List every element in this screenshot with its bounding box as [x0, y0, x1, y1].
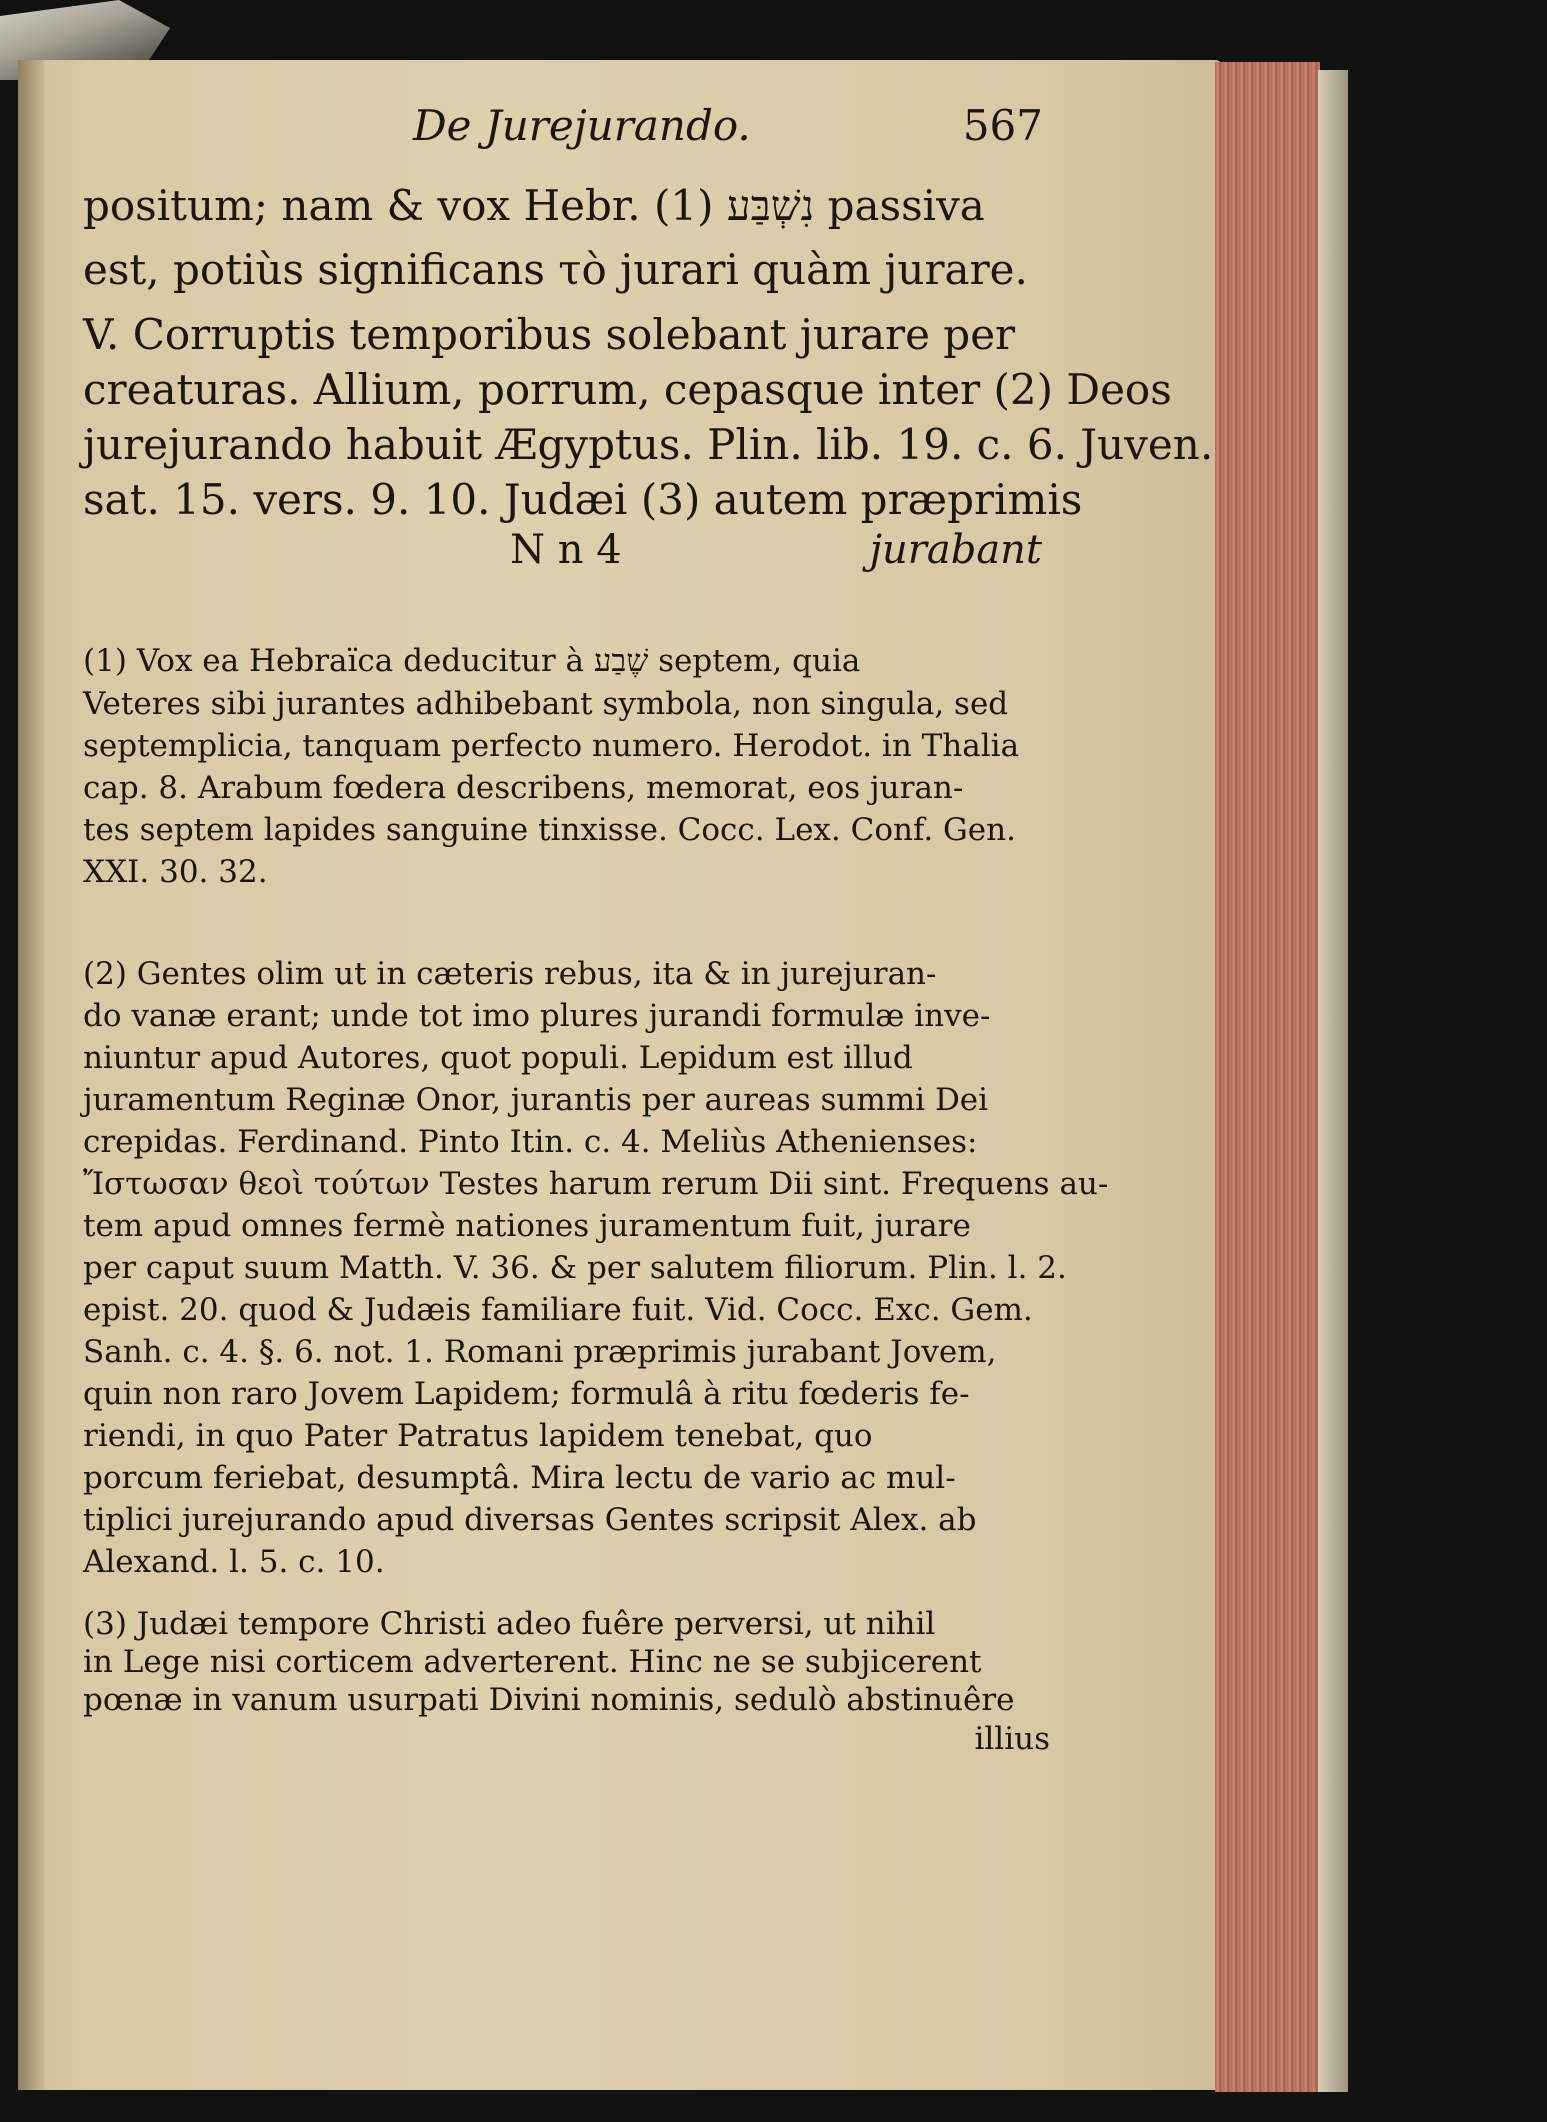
page-gutter — [18, 60, 44, 2090]
footnote-line: epist. 20. quod & Judæis familiare fuit. Vid. Cocc. Exc. Gem. — [83, 1292, 1033, 1328]
footnote-line: Sanh. c. 4. §. 6. not. 1. Romani præprimis jurabant Jovem, — [83, 1334, 997, 1370]
footnote-line: tem apud omnes fermè nationes juramentum fuit, jurare — [83, 1208, 971, 1244]
footnote-line: septemplicia, tanquam perfecto numero. Herodot. in Thalia — [83, 728, 1020, 764]
signature-mark: N n 4 — [510, 527, 622, 573]
running-title: De Jurejurando. — [413, 101, 751, 150]
page-edges — [1215, 62, 1320, 2092]
footnote-line: quin non raro Jovem Lapidem; formulâ à ritu fœderis fe- — [83, 1376, 970, 1412]
body-line: creaturas. Allium, porrum, cepasque inter (2) Deos — [83, 365, 1172, 414]
body-line: est, potiùs significans τὸ jurari quàm jurare. — [83, 245, 1028, 294]
body-line: jurejurando habuit Ægyptus. Plin. lib. 19. c. 6. Juven. — [83, 420, 1214, 469]
footnote-line: XXI. 30. 32. — [83, 854, 268, 890]
running-header — [83, 100, 1043, 152]
footnote-line: Ἴστωσαν θεοὶ τούτων Testes harum rerum Dii sint. Frequens au- — [83, 1166, 1109, 1202]
footnote-line: niuntur apud Autores, quot populi. Lepidum est illud — [83, 1040, 913, 1076]
footnote-line: riendi, in quo Pater Patratus lapidem tenebat, quo — [83, 1418, 873, 1454]
footnote-line: pœnæ in vanum usurpati Divini nominis, sedulò abstinuêre — [83, 1682, 1015, 1718]
page-number: 567 — [962, 101, 1043, 150]
body-line: V. Corruptis temporibus solebant jurare per — [83, 310, 1016, 359]
body-line: sat. 15. vers. 9. 10. Judæi (3) autem præprimis — [83, 475, 1083, 524]
footnote-line: Veteres sibi jurantes adhibebant symbola, non singula, sed — [83, 686, 1009, 722]
footnote-line: per caput suum Matth. V. 36. & per salutem filiorum. Plin. l. 2. — [83, 1250, 1067, 1286]
body-line: positum; nam & vox Hebr. נִשְׁבַּע (1) passiva — [83, 181, 985, 230]
catchword: jurabant — [869, 527, 1042, 573]
footnote-line: (2) Gentes olim ut in cæteris rebus, ita & in jurejuran- — [83, 956, 937, 992]
footnote-catchword: illius — [974, 1721, 1050, 1757]
footnote-line: Alexand. l. 5. c. 10. — [83, 1544, 385, 1580]
footnote-line: porcum feriebat, desumptâ. Mira lectu de vario ac mul- — [83, 1460, 956, 1496]
footnote-line: tiplici jurejurando apud diversas Gentes scripsit Alex. ab — [83, 1502, 977, 1538]
footnote-line: in Lege nisi corticem adverterent. Hinc ne se subjicerent — [83, 1644, 982, 1680]
footnote-line: do vanæ erant; unde tot imo plures jurandi formulæ inve- — [83, 998, 991, 1034]
binding-edge — [1318, 70, 1348, 2092]
footnote-line: (3) Judæi tempore Christi adeo fuêre perversi, ut nihil — [83, 1606, 936, 1642]
footnote-line: juramentum Reginæ Onor, jurantis per aureas summi Dei — [83, 1082, 989, 1118]
footnote-line: cap. 8. Arabum fœdera describens, memorat, eos juran- — [83, 770, 964, 806]
footnote-line: crepidas. Ferdinand. Pinto Itin. c. 4. Meliùs Athenienses: — [83, 1124, 978, 1160]
footnote-line: tes septem lapides sanguine tinxisse. Cocc. Lex. Conf. Gen. — [83, 812, 1016, 848]
footnote-line: (1) Vox ea Hebraïca deducitur à שֶׁבַע septem, quia — [83, 643, 861, 679]
